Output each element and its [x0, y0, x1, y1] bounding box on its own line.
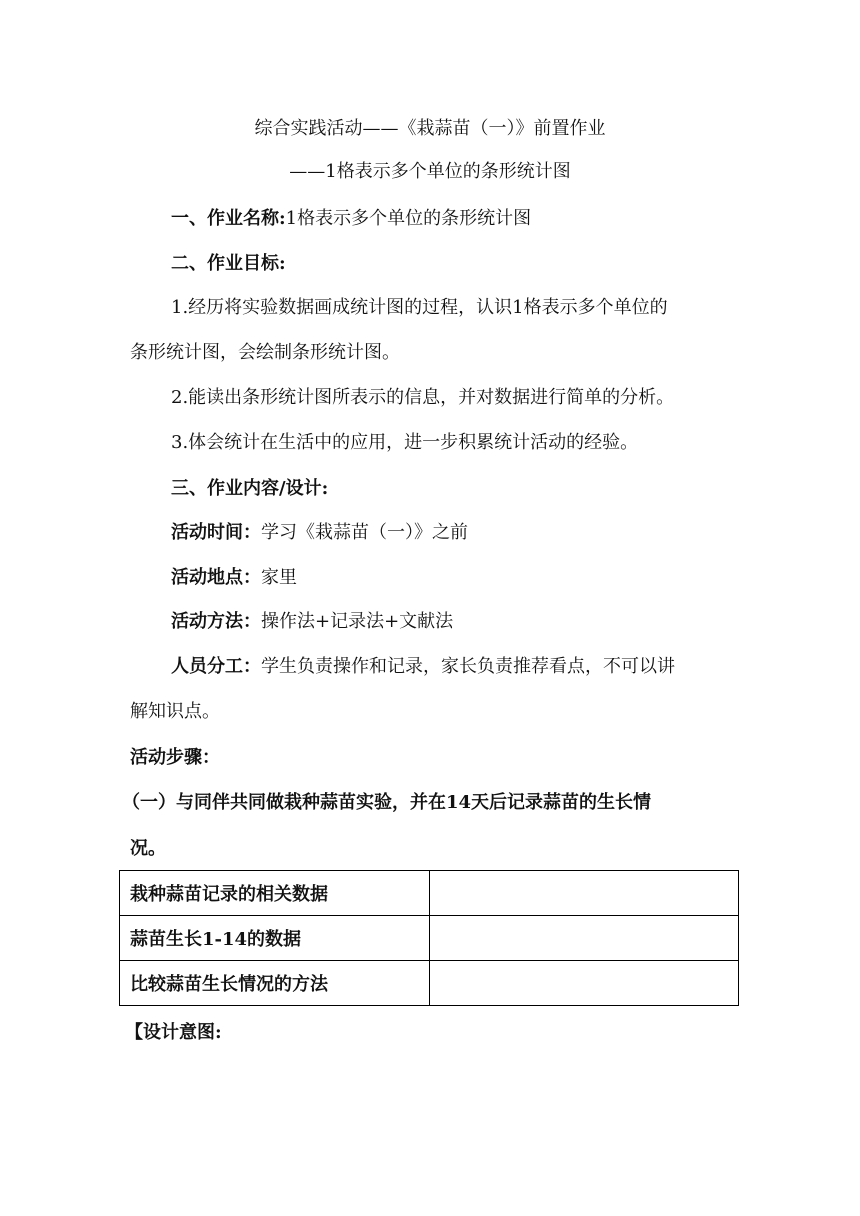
goal-3: 3.体会统计在生活中的应用，进一步积累统计活动的经验。	[171, 432, 639, 453]
table-cell-label: 栽种蒜苗记录的相关数据	[120, 871, 430, 916]
goal-2: 2.能读出条形统计图所表示的信息，并对数据进行简单的分析。	[171, 387, 675, 408]
section-content-heading: 三、作业内容/设计:	[171, 478, 329, 499]
table-cell-value[interactable]	[430, 871, 739, 916]
section-name-label: 一、作业名称:	[171, 208, 286, 229]
activity-place-label: 活动地点：	[171, 567, 261, 588]
activity-roles	[171, 655, 781, 679]
activity-roles-label: 人员分工：	[171, 656, 261, 677]
activity-roles-line-2: 解知识点。	[130, 701, 220, 722]
activity-time	[171, 521, 781, 545]
goal-1-line-2: 条形统计图，会绘制条形统计图。	[130, 342, 400, 363]
activity-time-text: 学习《栽蒜苗（一）》之前	[261, 522, 468, 543]
step-1-line-1: （一）与同伴共同做栽种蒜苗实验，并在14天后记录蒜苗的生长情	[122, 792, 652, 813]
page-subtitle: ——1格表示多个单位的条形统计图	[289, 161, 571, 182]
page-title: 综合实践活动——《栽蒜苗（一）》前置作业	[254, 118, 606, 139]
section-name	[171, 207, 781, 231]
activity-place	[171, 566, 781, 590]
activity-method-label: 活动方法：	[171, 611, 261, 632]
table-cell-label: 比较蒜苗生长情况的方法	[120, 961, 430, 1006]
activity-method-text: 操作法+记录法+文献法	[261, 611, 454, 632]
goal-1-line-1: 1.经历将实验数据画成统计图的过程，认识1格表示多个单位的	[171, 297, 668, 318]
activity-roles-text: 学生负责操作和记录，家长负责推荐看点，不可以讲	[261, 656, 675, 677]
table-cell-value[interactable]	[430, 961, 739, 1006]
activity-place-text: 家里	[261, 567, 297, 588]
design-intent-heading: 【设计意图:	[125, 1022, 222, 1043]
table-row	[120, 871, 739, 916]
table-cell-value[interactable]	[430, 916, 739, 961]
activity-method	[171, 610, 781, 634]
table-row	[120, 916, 739, 961]
activity-steps-heading: 活动步骤：	[130, 747, 220, 768]
table-cell-label: 蒜苗生长1-14的数据	[120, 916, 430, 961]
table-row	[120, 961, 739, 1006]
record-table	[119, 870, 739, 1006]
activity-time-label: 活动时间：	[171, 522, 261, 543]
section-name-text: 1格表示多个单位的条形统计图	[285, 208, 532, 229]
section-goals-heading: 二、作业目标:	[171, 253, 286, 274]
step-1-line-2: 况。	[130, 838, 166, 859]
